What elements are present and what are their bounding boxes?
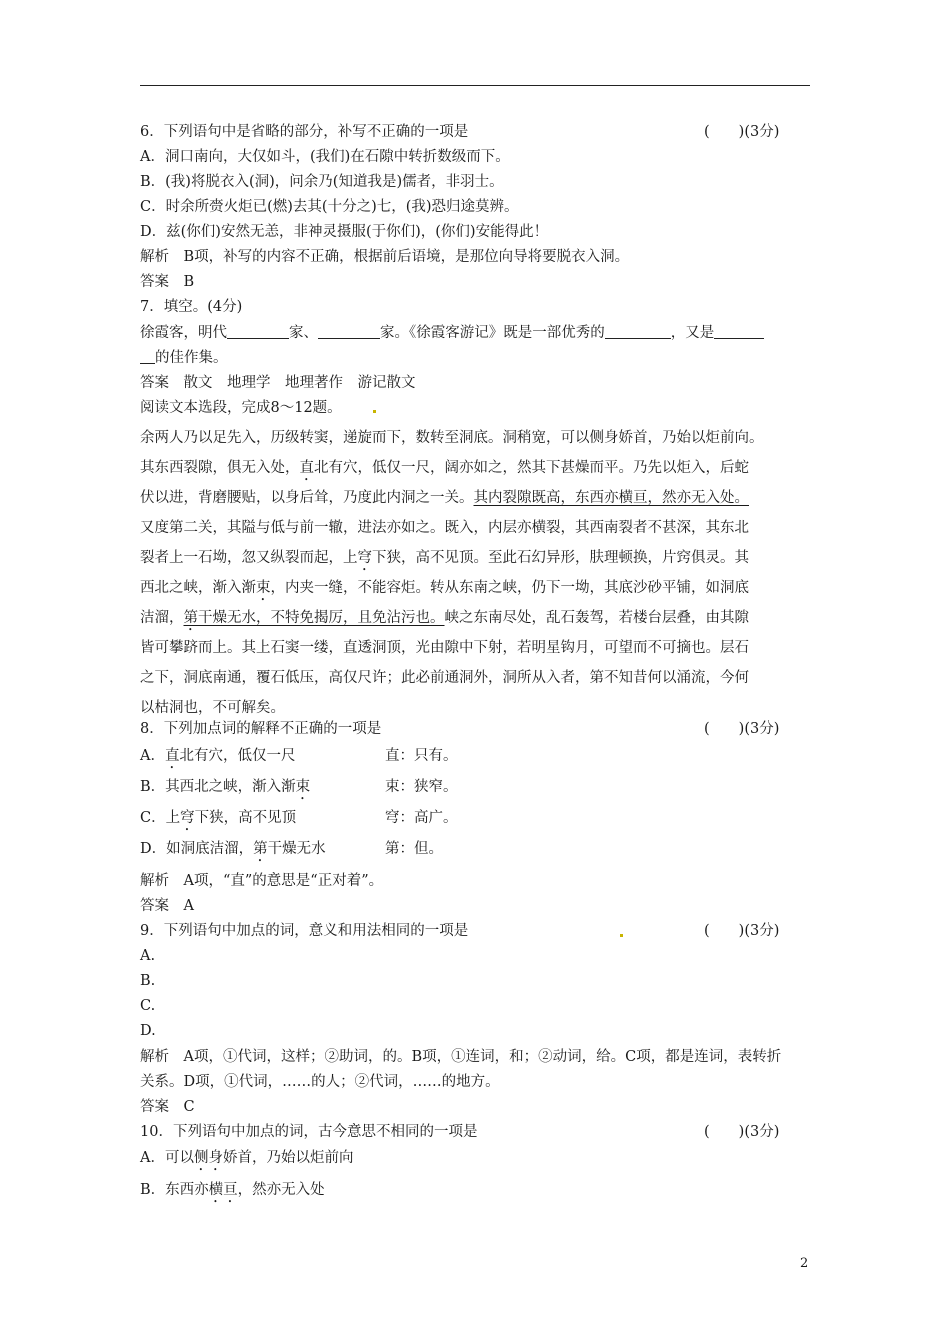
q6-analysis: 解析 B项，补写的内容不正确，根据前后语境，是那位向导将要脱衣入洞。 bbox=[140, 249, 630, 265]
q8-option-b: B．其西北之峡，渐入渐束 束：狭窄。 bbox=[140, 779, 458, 795]
q6-answer: 答案 B bbox=[140, 274, 195, 290]
q6-option-c: C．时余所赍火炬已(燃)去其(十分之)七，(我)恐归途莫辨。 bbox=[140, 199, 519, 215]
q7-stem: 7．填空。(4分) bbox=[140, 299, 243, 315]
q9-option-b: B. bbox=[140, 973, 156, 989]
q7-blank-2[interactable] bbox=[318, 324, 380, 339]
header-rule bbox=[140, 85, 810, 86]
q9-stem: 9．下列语句中加点的词，意义和用法相同的一项是 bbox=[140, 923, 469, 939]
passage-line-4: 又度第二关，其隘与低与前一辙，进法亦如之。既入，内层亦横裂，其西南裂者不甚深，其东北 bbox=[140, 520, 749, 536]
q9-score: ( )(3分) bbox=[704, 923, 780, 939]
passage-line-8: 皆可攀跻而上。其上石窦一缕，直透洞顶，光由隙中下射，若明星钩月，可望而不可摘也。层石 bbox=[140, 640, 749, 656]
passage-line-3: 伏以进，背磨腰贴，以身后耸，乃度此内洞之一关。其内裂隙既高，东西亦横亘，然亦无入处。 bbox=[140, 490, 749, 506]
q10-option-a: A．可以侧身娇首，乃始以炬前向 bbox=[140, 1150, 354, 1166]
q8-analysis: 解析 A项，“直”的意思是“正对着”。 bbox=[140, 873, 384, 889]
q6-score: ( )(3分) bbox=[704, 124, 780, 140]
page-number: 2 bbox=[800, 1256, 809, 1271]
dotted-char-zhi: 直 bbox=[299, 460, 314, 476]
q7-fill-e: 的佳作集。 bbox=[155, 350, 228, 366]
dotted-char-shu: 束 bbox=[256, 580, 271, 596]
passage-line-2: 其东西裂隙，俱无入处，直北有穴，低仅一尺，阔亦如之，然其下甚燥而平。乃先以炬入，后蛇 bbox=[140, 460, 749, 476]
q7-answer: 答案 散文 地理学 地理著作 游记散文 bbox=[140, 375, 416, 391]
passage-line-5: 裂者上一石坳，忽又纵裂而起，上穹下狭，高不见顶。至此石幻异形，肤理顿换，片窍俱灵。其 bbox=[140, 550, 749, 566]
dotted-char-qiong: 穹 bbox=[357, 550, 372, 566]
q8-stem: 8．下列加点词的解释不正确的一项是 bbox=[140, 721, 382, 737]
reading-passage bbox=[140, 423, 830, 723]
q8-option-c: C．上穹下狭，高不见顶 穹：高广。 bbox=[140, 810, 458, 826]
passage-line-1: 余两人乃以足先入，历级转窦，递旋而下，数转至洞底。洞稍宽，可以侧身娇首，乃始以炬前向。 bbox=[140, 430, 764, 446]
q7-blank-4[interactable] bbox=[714, 324, 764, 339]
q10-stem: 10．下列语句中加点的词，古今意思不相同的一项是 bbox=[140, 1124, 478, 1140]
q6-stem: 6．下列语句中是省略的部分，补写不正确的一项是 bbox=[140, 124, 469, 140]
q6-option-b: B．(我)将脱衣入(洞)，问余乃(知道我是)儒者，非羽士。 bbox=[140, 174, 504, 190]
q7-fill-c: 家。《徐霞客游记》既是一部优秀的 bbox=[380, 325, 605, 341]
q9-answer: 答案 C bbox=[140, 1099, 195, 1115]
yellow-dot-mark bbox=[620, 934, 623, 937]
q7-blank-4-cont[interactable] bbox=[140, 349, 155, 364]
q8-answer: 答案 A bbox=[140, 898, 194, 914]
underlined-sentence-1: 其内裂隙既高，东西亦横亘，然亦无入处。 bbox=[473, 490, 749, 506]
q6-option-d: D．兹(你们)安然无恙，非神灵摄服(于你们)，(你们)安能得此！ bbox=[140, 224, 549, 240]
q7-fill-line-1 bbox=[140, 323, 820, 343]
q7-fill-a: 徐霞客，明代 bbox=[140, 325, 227, 341]
q7-fill-line-2 bbox=[140, 348, 820, 368]
passage-line-7: 洁溜，第干燥无水，不特免揭厉，且免沾污也。峡之东南尽处，乱石轰驾，若楼台层叠，由其隙 bbox=[140, 610, 749, 626]
underlined-sentence-2: 干燥无水，不特免揭厉，且免沾污也。 bbox=[198, 610, 445, 626]
q7-fill-b: 家、 bbox=[289, 325, 318, 341]
dotted-char-di: 第 bbox=[183, 610, 198, 626]
q9-analysis-1: 解析 A项，①代词，这样；②助词，的。B项，①连词，和；②动词，给。C项，都是连词，表转折 bbox=[140, 1049, 782, 1065]
q10-option-b: B．东西亦横亘，然亦无入处 bbox=[140, 1182, 325, 1198]
q8-score: ( )(3分) bbox=[704, 721, 780, 737]
yellow-dot-mark bbox=[373, 410, 376, 413]
passage-line-6: 西北之峡，渐入渐束，内夹一缝，不能容炬。转从东南之峡，仍下一坳，其底沙砂平铺，如洞底 bbox=[140, 580, 749, 596]
q9-analysis-2: 关系。D项，①代词，……的人；②代词，……的地方。 bbox=[140, 1074, 500, 1090]
reading-intro: 阅读文本选段，完成8～12题。 bbox=[140, 400, 342, 416]
q9-option-a: A. bbox=[140, 948, 156, 964]
q10-score: ( )(3分) bbox=[704, 1124, 780, 1140]
passage-line-10: 以枯洞也，不可解矣。 bbox=[140, 700, 285, 716]
q7-blank-3[interactable] bbox=[605, 324, 671, 339]
q7-blank-1[interactable] bbox=[227, 324, 289, 339]
q9-option-d: D. bbox=[140, 1023, 156, 1039]
q7-fill-d: ，又是 bbox=[670, 325, 715, 341]
q8-option-d: D．如洞底洁溜，第干燥无水 第：但。 bbox=[140, 841, 443, 857]
q6-option-a: A．洞口南向，大仅如斗，(我们)在石隙中转折数级而下。 bbox=[140, 149, 510, 165]
q9-option-c: C. bbox=[140, 998, 156, 1014]
passage-line-9: 之下，洞底南通，覆石低压，高仅尺许；此必前通洞外，洞所从入者，第不知昔何以涌流，今何 bbox=[140, 670, 749, 686]
q8-option-a: A．直北有穴，低仅一尺 直：只有。 bbox=[140, 748, 458, 764]
